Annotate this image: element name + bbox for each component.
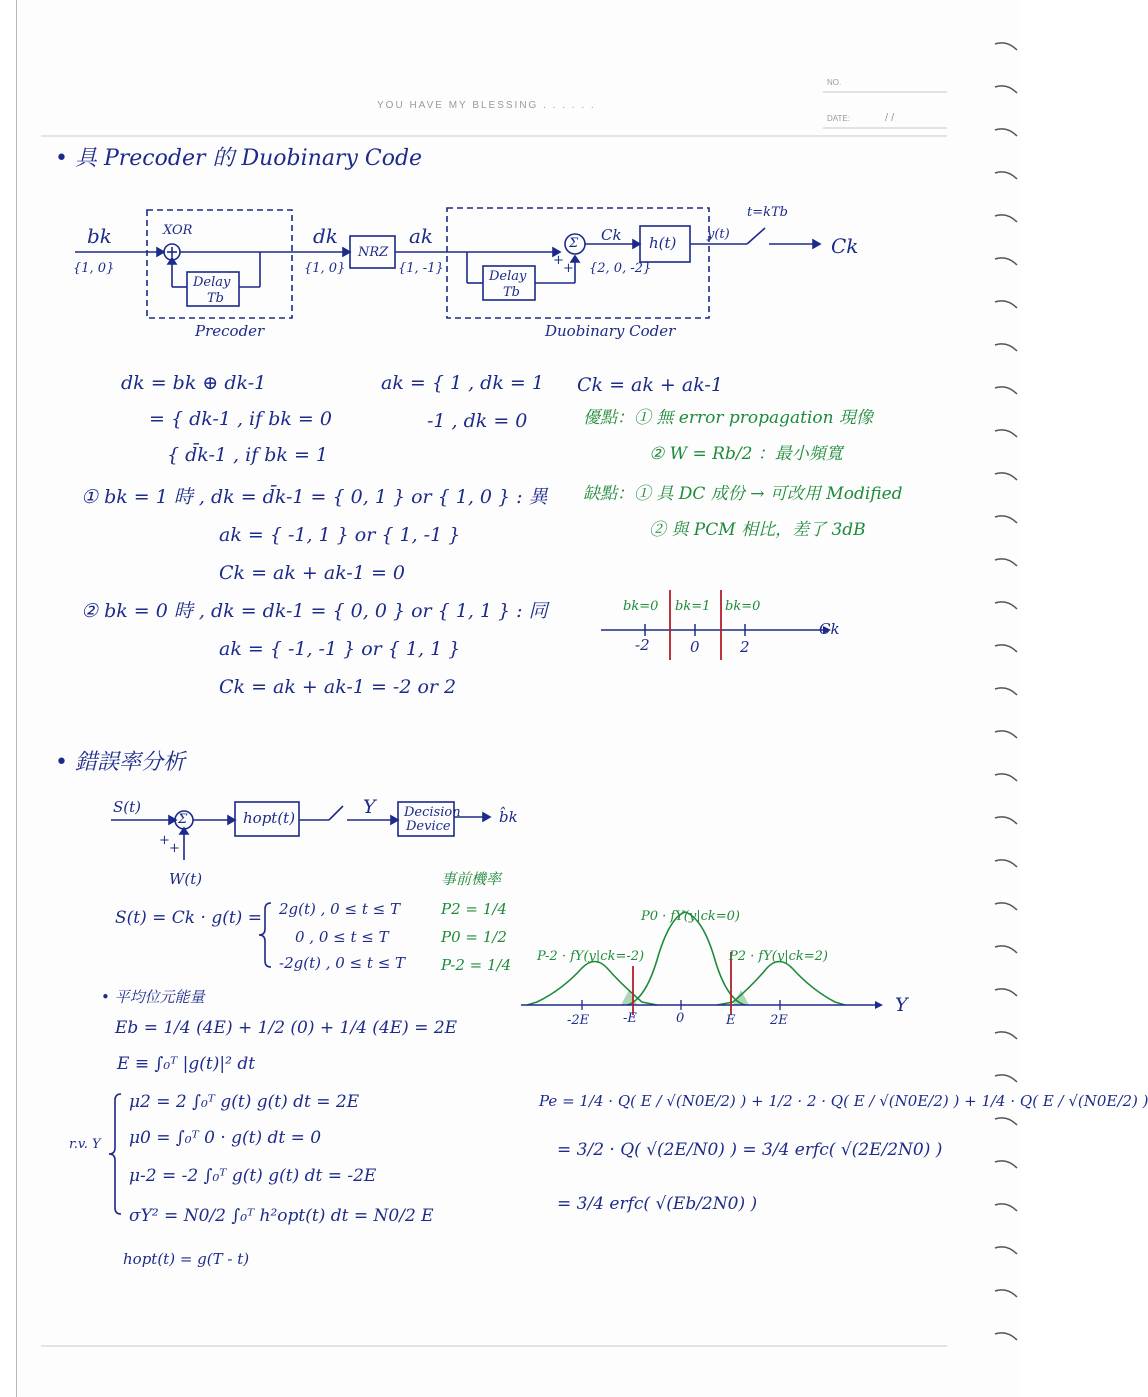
- header-tagline: YOU HAVE MY BLESSING . . . . . .: [377, 100, 596, 111]
- tb1-label: Tb: [207, 291, 224, 306]
- region-right: bk=0: [725, 599, 761, 614]
- prior-title: 事前機率: [441, 870, 502, 888]
- notebook-page: [16, 0, 1148, 1397]
- case2-line2: ak = { -1, -1 } or { 1, 1 }: [219, 638, 461, 660]
- st-label: S(t): [113, 798, 142, 816]
- disadvantages-1: 缺點：① 具 DC 成份 → 可改用 Modified: [583, 484, 903, 504]
- sum2-symbol: Σ: [178, 812, 188, 827]
- hopt-label: hopt(t): [243, 809, 296, 827]
- region-left: bk=0: [623, 599, 659, 614]
- ak-def-2: -1 , dk = 0: [427, 410, 528, 432]
- plus-top: +: [553, 253, 564, 268]
- pe-line1: Pe = 1/4 · Q( E / √(N0E/2) ) + 1/2 · 2 · Q( E / √(N0E/2) ) + 1/4 · Q( E / √(N0E/2) ): [539, 1092, 1148, 1110]
- advantages-2: ② W = Rb/2 ：最小頻寬: [649, 444, 843, 464]
- sum2-plus2: +: [169, 841, 180, 856]
- hopt-def: hopt(t) = g(T - t): [123, 1250, 250, 1268]
- pdf-label-mid: P0 · fY(y|ck=0): [641, 909, 740, 924]
- input-bk: bk: [87, 224, 112, 248]
- case2-line1: ② bk = 0 時 , dk = dk-1 = { 0, 0 } or { 1, 1 } : 同: [81, 600, 548, 622]
- wt-label: W(t): [169, 870, 203, 888]
- date-value: / /: [885, 112, 895, 124]
- ck-def: Ck = ak + ak-1: [577, 374, 723, 396]
- section1-title: • 具 Precoder 的 Duobinary Code: [55, 146, 423, 171]
- pdf-tick-e: E: [726, 1013, 736, 1028]
- pe-line2: = 3/2 · Q( √(2E/N0) ) = 3/4 erfc( √(2E/2N0) ): [557, 1140, 943, 1160]
- sample-label: t=kTb: [747, 205, 788, 220]
- case1-line1: ① bk = 1 時 , dk = d̄k-1 = { 0, 1 } or { 1, 0 } : 異: [81, 486, 548, 508]
- pdf-label-left: P-2 · fY(y|ck=-2): [537, 949, 645, 964]
- ak-label: ak: [409, 224, 434, 248]
- ak-def-1: ak = { 1 , dk = 1: [381, 372, 544, 394]
- case1-line2: ak = { -1, 1 } or { 1, -1 }: [219, 524, 461, 546]
- rv-y: r.v. Y: [69, 1137, 101, 1152]
- precoder-label: Precoder: [195, 322, 265, 340]
- nrz-label: NRZ: [358, 245, 389, 260]
- ck-label: Ck: [601, 226, 622, 244]
- coder-label: Duobinary Coder: [545, 322, 676, 340]
- ak-set: {1, -1}: [398, 261, 444, 276]
- delay2-label: Delay: [489, 269, 527, 284]
- tick-neg2: -2: [635, 636, 650, 654]
- decision-label2: Device: [406, 819, 451, 834]
- mu2-eq: μ2 = 2 ∫₀ᵀ g(t) g(t) dt = 2E: [129, 1092, 360, 1112]
- plus-bottom: +: [563, 261, 574, 276]
- pe-line3: = 3/4 erfc( √(Eb/2N0) ): [557, 1194, 758, 1214]
- eq-dk-case1: { d̄k-1 , if bk = 1: [167, 444, 329, 466]
- st-case2: 0 , 0 ≤ t ≤ T: [295, 928, 389, 946]
- ht-label: h(t): [649, 234, 677, 252]
- pdf-tick-neg2e: -2E: [567, 1013, 590, 1028]
- tb2-label: Tb: [503, 285, 520, 300]
- eq-dk-case0: = { dk-1 , if bk = 0: [149, 408, 332, 430]
- axis-ck: Ck: [819, 620, 840, 638]
- case1-line3: Ck = ak + ak-1 = 0: [219, 562, 405, 584]
- mum2-eq: μ-2 = -2 ∫₀ᵀ g(t) g(t) dt = -2E: [129, 1166, 377, 1186]
- e-def: E ≡ ∫₀ᵀ |g(t)|² dt: [117, 1054, 256, 1074]
- avg-energy-title: • 平均位元能量: [101, 988, 205, 1006]
- sigma-eq: σY² = N0/2 ∫₀ᵀ h²opt(t) dt = N0/2 E: [129, 1206, 434, 1226]
- tick-2: 2: [740, 638, 750, 656]
- ck-set: {2, 0, -2}: [589, 261, 652, 276]
- st-case3: -2g(t) , 0 ≤ t ≤ T: [279, 954, 406, 972]
- pdf-tick-0: 0: [676, 1011, 685, 1026]
- prior-pm2: P-2 = 1/4: [441, 956, 512, 974]
- mu0-eq: μ0 = ∫₀ᵀ 0 · g(t) dt = 0: [129, 1128, 322, 1148]
- eb-eq: Eb = 1/4 (4E) + 1/2 (0) + 1/4 (4E) = 2E: [115, 1018, 458, 1038]
- y-label: Y: [363, 796, 376, 818]
- delay1-label: Delay: [193, 275, 231, 290]
- region-mid: bk=1: [675, 599, 711, 614]
- output-ck: Ck: [831, 234, 859, 258]
- bhat-label: b̂k: [499, 808, 518, 826]
- input-set: {1, 0}: [73, 261, 115, 276]
- section2-title: • 錯誤率分析: [55, 750, 185, 775]
- decision-label1: Decision: [404, 805, 461, 820]
- advantages-1: 優點：① 無 error propagation 現像: [583, 408, 874, 428]
- xor-label: XOR: [163, 223, 193, 238]
- case2-line3: Ck = ak + ak-1 = -2 or 2: [219, 676, 457, 698]
- dk-label: dk: [313, 224, 338, 248]
- pdf-label-right: P2 · fY(y|ck=2): [729, 949, 828, 964]
- pdf-plot: [17, 0, 1021, 1050]
- pdf-tick-2e: 2E: [770, 1013, 788, 1028]
- no-label: NO.: [827, 78, 842, 87]
- pdf-axis-y: Y: [895, 994, 908, 1016]
- prior-p2: P2 = 1/4: [441, 900, 507, 918]
- dk-set: {1, 0}: [304, 261, 346, 276]
- tick-0: 0: [690, 638, 700, 656]
- st-case1: 2g(t) , 0 ≤ t ≤ T: [279, 900, 400, 918]
- disadvantages-2: ② 與 PCM 相比，差了 3dB: [649, 520, 866, 540]
- date-label: DATE:: [827, 114, 850, 123]
- eq-dk: dk = bk ⊕ dk-1: [121, 372, 267, 394]
- st-eq: S(t) = Ck · g(t) =: [115, 908, 262, 928]
- yt-label: y(t): [707, 227, 730, 242]
- pdf-tick-nege: -E: [623, 1011, 637, 1026]
- sum-symbol: Σ: [569, 236, 579, 251]
- sum2-plus1: +: [159, 833, 170, 848]
- prior-p0: P0 = 1/2: [441, 928, 507, 946]
